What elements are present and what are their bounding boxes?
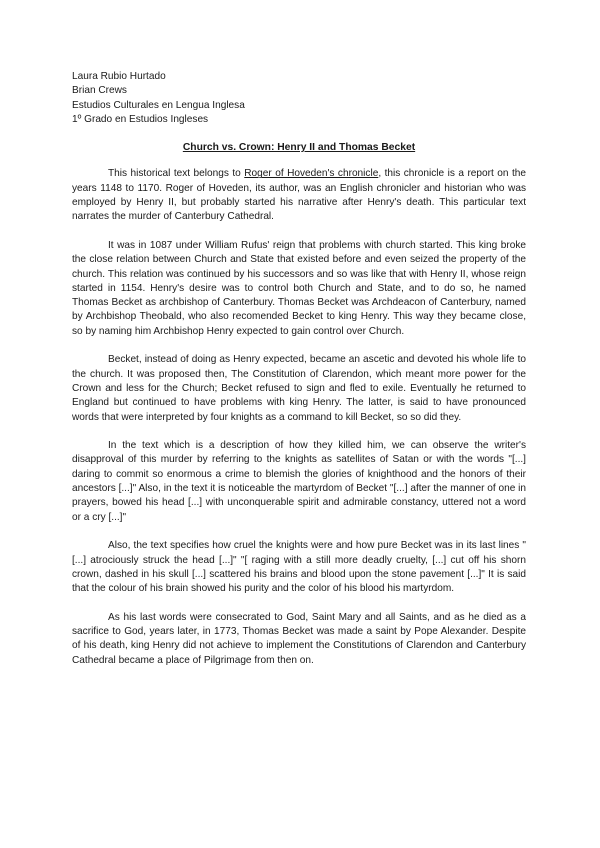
paragraph-1-text-start: This historical text belongs to — [108, 168, 245, 180]
header-block — [72, 70, 526, 127]
document-title: Church vs. Crown: Henry II and Thomas Becket — [182, 142, 416, 154]
paragraph-6: As his last words were consecrated to God, Saint Mary and all Saints, and as he died as a sacrifice to God, years later, in 1773, Thomas Becket was made a saint by Pope Alexander. Despite of his death, king Henry did not achieve to implement the Constitutions of Clarendon and Canterbury Cathedral became a place of Pilgrimage from then on. — [72, 611, 526, 666]
teacher-name: Brian Crews — [72, 85, 127, 97]
author-name: Laura Rubio Hurtado — [72, 71, 166, 82]
paragraph-1 — [72, 167, 526, 224]
degree-name: 1º Grado en Estudios Ingleses — [72, 113, 209, 125]
paragraph-1-text-end: , this chronicle is a report on the years 1148 to 1170. Roger of Hoveden, its author, was an English chronicler and historian who was employed by Henry II, but probably started his narrative after Henry's death. This particular text narrates the murder of Canterbury Cathedral. — [72, 168, 526, 223]
document-page — [72, 70, 526, 682]
paragraph-4: In the text which is a description of how they killed him, we can observe the writer's disapproval of this murder by referring to the knights as satellites of Satan or with the words "[...] daring to commit so enormous a crime to blemish the glories of knighthood and the honors of their ancestors [...]" Also, in the text it is noticeable the martyrdom of Becket "[...] after the manner of one in prayers, bowed his head [...] with unconquerable spirit and admirable constancy, uttered not a word or a cry [...]" — [72, 440, 526, 523]
paragraph-2: It was in 1087 under William Rufus' reign that problems with church started. This king broke the close relation between Church and State that existed before and even seized the property of the church. This relation was continued by his successors and so was like that with Henry II, whose reign started in 1154. Henry's desire was to control both Church and State, and to do so, he named Thomas Becket as archbishop of Canterbury. Thomas Becket was Archdeacon of Canterbury, named by Archbishop Theobald, who also recomended Becket to king Henry. This way they became close, so by naming him Archbishop Henry expected to gain control over Church. — [72, 239, 526, 337]
chronicle-link[interactable]: Roger of Hoveden's chronicle — [244, 168, 379, 180]
paragraph-5: Also, the text specifies how cruel the knights were and how pure Becket was in its last lines "[...] atrociously struck the head [...]" "[ raging with a still more deadly cruelty, [...] cut off his shorn crown, dashed in his skull [...] scattered his brains and blood upon the stone pavement [...]" It is said that the colour of his brain showed his purity and the color of his blood his martyrdom. — [72, 540, 526, 595]
paragraph-3: Becket, instead of doing as Henry expected, became an ascetic and devoted his whole life to the church. It was proposed then, The Constitution of Clarendon, which meant more power for the Crown and less for the Church; Becket refused to sign and fled to exile. Eventually he returned to England but continued to have problems with king Henry. The latter, is said to have pronounced words that were interpreted by four knights as a command to kill Becket, so so did they. — [72, 354, 526, 423]
course-name: Estudios Culturales en Lengua Inglesa — [72, 99, 245, 111]
